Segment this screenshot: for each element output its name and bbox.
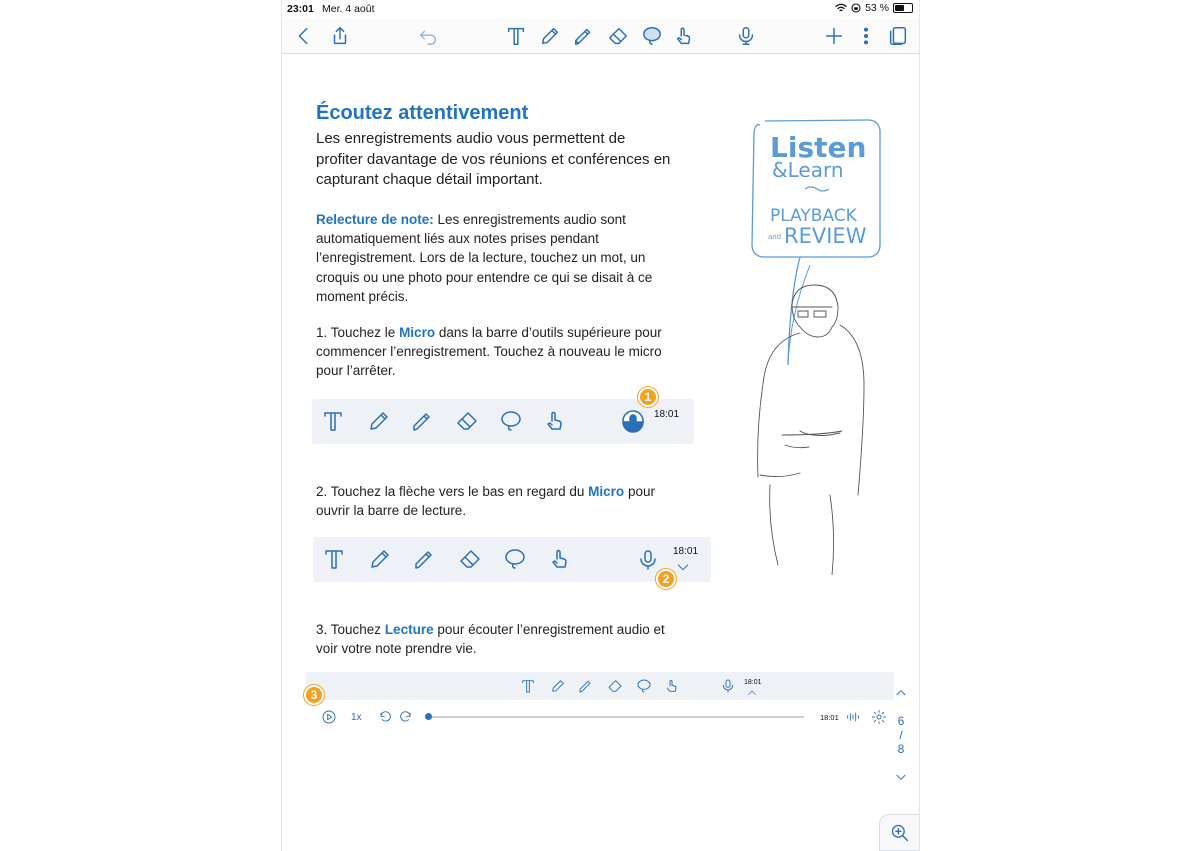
- pen-icon: [366, 408, 392, 434]
- battery-percent: 53 %: [865, 2, 889, 14]
- illustration-review: REVIEW: [784, 224, 867, 248]
- skip-forward-icon: [398, 709, 414, 725]
- status-time: 23:01: [287, 3, 314, 15]
- mini-toolbar: [306, 672, 894, 700]
- pages-button[interactable]: [884, 22, 912, 50]
- microphone-icon: [735, 25, 757, 47]
- step-3-text: [316, 620, 666, 658]
- lasso-icon: [636, 678, 652, 694]
- hand-touch-icon: [547, 546, 573, 572]
- share-icon: [329, 25, 351, 47]
- play-button[interactable]: [321, 709, 337, 725]
- listen-learn-illustration: [730, 115, 890, 575]
- highlighter-tool[interactable]: [570, 22, 598, 50]
- back-button[interactable]: [290, 22, 318, 50]
- add-button[interactable]: [820, 22, 848, 50]
- hand-touch-icon: [542, 408, 568, 434]
- lead-paragraph: Les enregistrements audio vous permettent de profiter davantage de vos réunions et conférences en capturant chaque détail important.: [316, 130, 671, 188]
- highlighter-icon: [412, 546, 438, 572]
- undo-button[interactable]: [414, 22, 442, 50]
- skip-back-button[interactable]: [377, 709, 393, 725]
- total-pages: 8: [897, 742, 905, 756]
- step-1-key: Micro: [399, 325, 436, 340]
- step-1-text: [316, 323, 666, 381]
- chevron-up-icon: [746, 686, 758, 698]
- recording-time: 18:01: [654, 409, 680, 420]
- text-tool-icon: [320, 408, 346, 434]
- waveform-icon: [845, 709, 861, 725]
- toolbar-example-1: [312, 399, 694, 444]
- microphone-icon: [635, 547, 661, 573]
- recording-icon: [620, 408, 646, 434]
- chevron-down-icon: [894, 770, 908, 784]
- pen-icon: [539, 25, 561, 47]
- highlighter-icon: [578, 678, 594, 694]
- step-badge-1: 1: [638, 387, 658, 407]
- skip-back-icon: [377, 709, 393, 725]
- illustration-listen: Listen: [770, 131, 867, 164]
- hand-touch-icon: [664, 678, 680, 694]
- plus-icon: [823, 25, 845, 47]
- paragraph-label: Relecture de note:: [316, 212, 434, 227]
- illustration-and: and: [768, 233, 782, 241]
- step-3-pre: 3. Touchez: [316, 622, 385, 637]
- playback-end-time: 18:01: [820, 713, 839, 722]
- mini-recording-time: 18:01: [744, 679, 762, 686]
- highlighter-icon: [573, 25, 595, 47]
- eraser-icon: [457, 546, 483, 572]
- text-tool-icon: [505, 25, 527, 47]
- note-header: [316, 102, 676, 191]
- hand-touch-icon: [673, 25, 695, 47]
- top-toolbar: [282, 18, 919, 54]
- eraser-icon: [454, 408, 480, 434]
- lasso-icon: [641, 25, 663, 47]
- waveform-button[interactable]: [845, 709, 861, 725]
- text-tool-icon: [520, 678, 536, 694]
- battery-icon: [893, 3, 913, 13]
- page-title: Écoutez attentivement: [316, 102, 529, 124]
- orientation-lock-icon: [851, 3, 861, 13]
- chevron-up-icon: [894, 686, 908, 700]
- step-2-key: Micro: [588, 484, 625, 499]
- zoom-button[interactable]: [879, 814, 919, 851]
- page-up-button[interactable]: [889, 686, 913, 703]
- sketch-person-illustration: [730, 115, 890, 575]
- paragraph-note-review: [316, 210, 666, 306]
- lasso-icon: [502, 546, 528, 572]
- pages-icon: [887, 25, 909, 47]
- eraser-icon: [607, 25, 629, 47]
- microphone-button[interactable]: [732, 22, 760, 50]
- lasso-icon: [498, 408, 524, 434]
- skip-forward-button[interactable]: [398, 709, 414, 725]
- status-right: [835, 2, 913, 14]
- text-tool-icon: [321, 546, 347, 572]
- playback-bar-example: [306, 672, 894, 732]
- illustration-learn: &Learn: [772, 158, 844, 182]
- step-3-key: Lecture: [384, 622, 434, 637]
- more-icon: [855, 25, 877, 47]
- playback-progress-track[interactable]: [428, 716, 804, 718]
- paragraph-text: Les enregistrements audio sont automatiquement liés aux notes prises pendant l’enregistrement. Lors de la lecture, touchez un mot, un croquis ou une photo pour entendre ce qui se disait à ce moment précis.: [316, 212, 653, 304]
- pen-icon: [550, 678, 566, 694]
- highlighter-icon: [410, 408, 436, 434]
- eraser-tool[interactable]: [604, 22, 632, 50]
- chevron-left-icon: [293, 25, 315, 47]
- playback-speed[interactable]: 1x: [351, 712, 362, 723]
- page-separator: /: [899, 728, 903, 742]
- zoom-in-icon: [890, 823, 910, 843]
- illustration-playback: PLAYBACK: [770, 206, 857, 226]
- current-page: 6: [897, 714, 905, 728]
- microphone-icon: [720, 678, 736, 694]
- status-date: Mer. 4 août: [322, 3, 375, 15]
- step-badge-3: 3: [304, 685, 324, 705]
- lasso-tool[interactable]: [638, 22, 666, 50]
- page-down-button[interactable]: [889, 770, 913, 787]
- playback-scrubber[interactable]: [425, 713, 432, 720]
- pen-tool[interactable]: [536, 22, 564, 50]
- step-1-pre: 1. Touchez le: [316, 325, 400, 340]
- play-icon: [321, 709, 337, 725]
- recording-time: 18:01: [673, 546, 699, 557]
- wifi-icon: [835, 3, 847, 13]
- step-1-post: dans la barre d’outils supérieure pour commencer l’enregistrement. Touchez à nouveau le micro pour l’arrêter.: [316, 325, 662, 379]
- step-3-post: pour écouter l’enregistrement audio et voir votre note prendre vie.: [316, 622, 665, 657]
- pen-icon: [367, 546, 393, 572]
- status-bar: [282, 0, 919, 18]
- more-button[interactable]: [852, 22, 880, 50]
- share-button[interactable]: [326, 22, 354, 50]
- step-2-post: pour ouvrir la barre de lecture.: [316, 484, 655, 519]
- undo-icon: [417, 25, 439, 47]
- playback-settings-button[interactable]: [871, 709, 887, 725]
- step-badge-2: 2: [656, 569, 676, 589]
- eraser-icon: [607, 678, 623, 694]
- step-2-text: [316, 482, 666, 520]
- text-tool[interactable]: [502, 22, 530, 50]
- chevron-down-icon: [673, 559, 693, 575]
- step-2-pre: 2. Touchez la flèche vers le bas en regard du: [316, 484, 589, 499]
- gear-icon: [871, 709, 887, 725]
- notebook-app: [281, 0, 920, 851]
- toolbar-example-2: [313, 537, 711, 582]
- touch-tool[interactable]: [670, 22, 698, 50]
